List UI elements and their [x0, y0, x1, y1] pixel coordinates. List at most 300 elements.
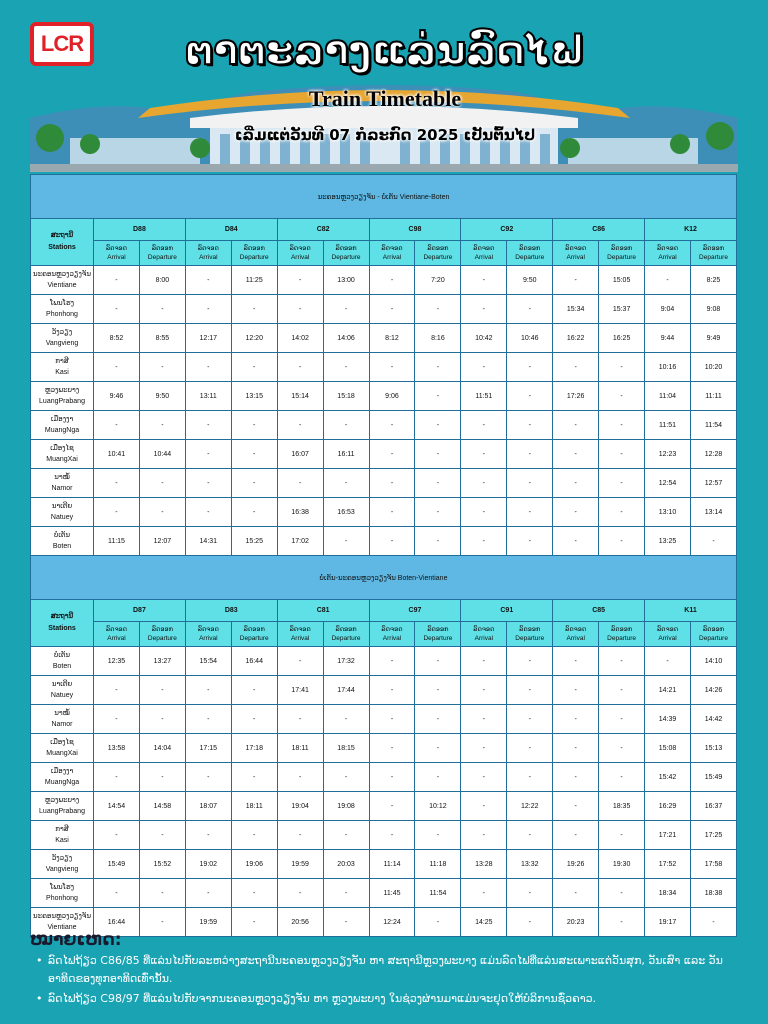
- departure-time: -: [599, 908, 645, 937]
- arrival-time: 19:02: [185, 850, 231, 879]
- arrival-time: 15:14: [277, 382, 323, 411]
- departure-time: -: [231, 295, 277, 324]
- arrival-departure-row: [31, 241, 737, 266]
- note-item: • ລົດໄຟຖ້ຽວ C86/85 ທີ່ແລ່ນໄປກັບລະຫວ່າງສະຖານີນະຄອນຫຼວງວຽງຈັນ ຫາ ສະຖານີຫຼວງພະບາງ ແມ່ນລົດໄຟທີ່ແລ່ນສະເພາະແຕ່ວັນສຸກ, ວັນເສົາ ແລະ ວັນອາທິດຂອງທຸກອາທິດເທົ່ານັ້ນ.: [30, 952, 737, 988]
- station-cell: [31, 734, 94, 763]
- arrival-time: -: [185, 469, 231, 498]
- departure-time: -: [690, 908, 736, 937]
- departure-time: -: [139, 295, 185, 324]
- arrival-time: -: [461, 879, 507, 908]
- arrival-time: -: [553, 647, 599, 676]
- table-row: [31, 295, 737, 324]
- arrival-time: -: [185, 411, 231, 440]
- table-row: [31, 353, 737, 382]
- table-row: [31, 382, 737, 411]
- arrival-time: 12:54: [645, 469, 691, 498]
- station-name-lao: ນາເຕີຍ: [51, 503, 73, 510]
- table-row: [31, 527, 737, 556]
- station-name-en: LuangPrabang: [39, 398, 85, 405]
- departure-time: -: [139, 676, 185, 705]
- departure-time: 10:20: [690, 353, 736, 382]
- station-cell: [31, 411, 94, 440]
- arrival-time: -: [645, 647, 691, 676]
- arrival-time: -: [277, 879, 323, 908]
- station-cell: [31, 382, 94, 411]
- departure-label-lao: ລົດອອກ: [611, 245, 633, 252]
- table-row: [31, 411, 737, 440]
- arrival-label-lao: ລົດຈອດ: [197, 245, 219, 252]
- arrival-header: [461, 241, 507, 266]
- departure-time: 14:10: [690, 647, 736, 676]
- station-name-lao: ຫຼວງພະບາງ: [44, 387, 80, 394]
- arrival-time: -: [277, 295, 323, 324]
- arrival-time: -: [277, 821, 323, 850]
- arrival-time: 9:44: [645, 324, 691, 353]
- departure-time: 15:13: [690, 734, 736, 763]
- departure-time: 12:07: [139, 527, 185, 556]
- station-name-lao: ວັງວຽງ: [51, 855, 73, 862]
- arrival-time: -: [369, 821, 415, 850]
- arrival-time: 10:41: [94, 440, 140, 469]
- arrival-time: 14:02: [277, 324, 323, 353]
- arrival-time: -: [185, 498, 231, 527]
- stations-label-en: Stations: [48, 625, 76, 632]
- arrival-label-en: Arrival: [290, 635, 310, 642]
- departure-time: -: [415, 527, 461, 556]
- departure-header: [507, 622, 553, 647]
- arrival-label-lao: ລົດຈອດ: [289, 245, 311, 252]
- departure-time: 7:20: [415, 266, 461, 295]
- arrival-time: 14:39: [645, 705, 691, 734]
- table-row: [31, 734, 737, 763]
- arrival-time: 15:42: [645, 763, 691, 792]
- station-cell: [31, 353, 94, 382]
- departure-header: [507, 241, 553, 266]
- departure-time: -: [231, 879, 277, 908]
- departure-time: 13:32: [507, 850, 553, 879]
- departure-time: -: [415, 440, 461, 469]
- arrival-time: -: [461, 353, 507, 382]
- station-name-en: MuangXai: [46, 456, 78, 463]
- station-name-lao: ບໍ່ເຕັນ: [53, 532, 71, 539]
- departure-time: 16:25: [599, 324, 645, 353]
- train-number: D87: [94, 600, 186, 622]
- station-name-lao: ກາສີ: [55, 826, 69, 833]
- arrival-time: -: [461, 266, 507, 295]
- title-english: Train Timetable: [308, 86, 462, 111]
- departure-time: -: [415, 647, 461, 676]
- departure-time: 18:15: [323, 734, 369, 763]
- arrival-time: -: [369, 353, 415, 382]
- departure-time: -: [139, 763, 185, 792]
- departure-label-en: Departure: [423, 635, 453, 642]
- station-name-lao: ນະຄອນຫຼວງວຽງຈັນ: [33, 913, 91, 920]
- departure-time: -: [599, 676, 645, 705]
- departure-time: 11:54: [415, 879, 461, 908]
- arrival-time: -: [553, 792, 599, 821]
- table-row: [31, 440, 737, 469]
- departure-time: 10:12: [415, 792, 461, 821]
- station-cell: [31, 705, 94, 734]
- departure-time: -: [415, 498, 461, 527]
- arrival-label-lao: ລົດຈອດ: [656, 626, 679, 633]
- section-header-row: [31, 556, 737, 600]
- arrival-time: -: [185, 353, 231, 382]
- departure-time: -: [323, 705, 369, 734]
- departure-time: -: [599, 440, 645, 469]
- departure-header: [415, 241, 461, 266]
- station-cell: [31, 850, 94, 879]
- arrival-label-en: Arrival: [290, 254, 310, 261]
- arrival-time: -: [277, 266, 323, 295]
- arrival-time: -: [94, 705, 140, 734]
- arrival-time: 16:38: [277, 498, 323, 527]
- arrival-label-lao: ລົດຈອດ: [381, 626, 403, 633]
- station-cell: [31, 440, 94, 469]
- departure-time: 13:27: [139, 647, 185, 676]
- departure-time: 14:26: [690, 676, 736, 705]
- station-name-en: MuangNga: [44, 427, 80, 434]
- arrival-time: -: [369, 676, 415, 705]
- arrival-time: -: [369, 266, 415, 295]
- arrival-time: -: [553, 705, 599, 734]
- train-number: K12: [645, 219, 737, 241]
- departure-time: 9:50: [507, 266, 553, 295]
- arrival-time: -: [94, 295, 140, 324]
- departure-time: 10:44: [139, 440, 185, 469]
- train-number: C82: [277, 219, 369, 241]
- arrival-time: 17:15: [185, 734, 231, 763]
- departure-header: [415, 622, 461, 647]
- departure-label-lao: ລົດອອກ: [611, 626, 633, 633]
- departure-time: 8:55: [139, 324, 185, 353]
- station-name-lao: ນາໝໍ້: [54, 474, 70, 481]
- arrival-time: -: [553, 763, 599, 792]
- section-title: [31, 175, 737, 219]
- station-cell: [31, 295, 94, 324]
- departure-time: 20:03: [323, 850, 369, 879]
- arrival-time: 18:07: [185, 792, 231, 821]
- departure-time: -: [415, 763, 461, 792]
- departure-header: [690, 622, 736, 647]
- departure-time: -: [599, 879, 645, 908]
- departure-time: -: [599, 763, 645, 792]
- arrival-time: -: [461, 676, 507, 705]
- departure-label-lao: ລົດອອກ: [702, 626, 725, 633]
- departure-time: 9:50: [139, 382, 185, 411]
- departure-time: 17:25: [690, 821, 736, 850]
- departure-time: 19:08: [323, 792, 369, 821]
- departure-header: [599, 241, 645, 266]
- departure-time: 15:37: [599, 295, 645, 324]
- departure-label-lao: ລົດອອກ: [335, 245, 357, 252]
- arrival-time: -: [553, 469, 599, 498]
- station-cell: [31, 527, 94, 556]
- table-row: [31, 324, 737, 353]
- departure-label-en: Departure: [239, 254, 269, 261]
- station-name-en: Phonhong: [46, 311, 78, 318]
- departure-time: -: [139, 908, 185, 937]
- arrival-time: -: [461, 763, 507, 792]
- station-cell: [31, 821, 94, 850]
- station-name-en: Vangvieng: [45, 340, 79, 347]
- departure-time: -: [507, 382, 553, 411]
- departure-time: -: [415, 295, 461, 324]
- departure-time: -: [507, 705, 553, 734]
- arrival-time: 12:23: [645, 440, 691, 469]
- arrival-time: -: [369, 411, 415, 440]
- arrival-time: 16:44: [94, 908, 140, 937]
- stations-label-en: Stations: [48, 244, 76, 251]
- arrival-time: -: [185, 266, 231, 295]
- arrival-label-en: Arrival: [474, 635, 494, 642]
- departure-time: -: [507, 353, 553, 382]
- notes-section: [30, 930, 737, 1008]
- departure-label-en: Departure: [515, 635, 545, 642]
- departure-label-lao: ລົດອອກ: [151, 626, 173, 633]
- departure-label-lao: ລົດອອກ: [702, 245, 725, 252]
- departure-time: 12:20: [231, 324, 277, 353]
- arrival-time: -: [461, 498, 507, 527]
- arrival-time: -: [369, 527, 415, 556]
- arrival-time: -: [369, 647, 415, 676]
- station-name-lao: ເມືອງໄຊ: [50, 445, 74, 452]
- departure-time: 13:14: [690, 498, 736, 527]
- arrival-label-lao: ລົດຈອດ: [565, 626, 587, 633]
- table-row: [31, 266, 737, 295]
- arrival-time: 15:34: [553, 295, 599, 324]
- train-number: C85: [553, 600, 645, 622]
- arrival-time: 11:51: [645, 411, 691, 440]
- arrival-time: -: [553, 498, 599, 527]
- departure-time: -: [231, 821, 277, 850]
- arrival-time: 13:11: [185, 382, 231, 411]
- arrival-time: -: [94, 821, 140, 850]
- arrival-time: 14:21: [645, 676, 691, 705]
- station-name-lao: ໂພນໂຮງ: [49, 884, 75, 891]
- arrival-label-lao: ລົດຈອດ: [565, 245, 587, 252]
- departure-time: -: [231, 411, 277, 440]
- stations-header: [31, 600, 94, 647]
- departure-time: -: [507, 527, 553, 556]
- departure-time: -: [139, 705, 185, 734]
- arrival-time: 12:17: [185, 324, 231, 353]
- arrival-time: -: [553, 879, 599, 908]
- note-item: • ລົດໄຟຖ້ຽວ C98/97 ທີ່ແລ່ນໄປກັບຈາກນະຄອນຫຼວງວຽງຈັນ ຫາ ຫຼວງພະບາງ ໃນຊ່ວງຜ່ານມາແມ່ນຈະຢຸດໃຫ້ບໍລິການຊົ່ວຄາວ.: [30, 990, 737, 1008]
- table-row: [31, 647, 737, 676]
- departure-time: 11:25: [231, 266, 277, 295]
- departure-time: -: [139, 821, 185, 850]
- arrival-time: 17:21: [645, 821, 691, 850]
- table-row: [31, 705, 737, 734]
- arrival-label-lao: ລົດຈອດ: [656, 245, 679, 252]
- arrival-time: -: [94, 353, 140, 382]
- departure-time: -: [231, 469, 277, 498]
- departure-time: -: [507, 908, 553, 937]
- station-name-en: MuangXai: [46, 750, 78, 757]
- station-name-lao: ຫຼວງພະບາງ: [44, 797, 80, 804]
- arrival-time: -: [185, 705, 231, 734]
- station-cell: [31, 647, 94, 676]
- departure-header: [690, 241, 736, 266]
- section-title-text: ບໍ່ເຕັນ-ນະຄອນຫຼວງວຽງຈັນ Boten-Vientiane: [319, 574, 448, 582]
- arrival-time: -: [461, 705, 507, 734]
- train-number: C92: [461, 219, 553, 241]
- section-header-row: [31, 175, 737, 219]
- arrival-time: 18:11: [277, 734, 323, 763]
- departure-time: 18:11: [231, 792, 277, 821]
- header-banner: [0, 0, 768, 172]
- station-name-lao: ວັງວຽງ: [51, 329, 73, 336]
- arrival-label-en: Arrival: [658, 635, 677, 642]
- departure-time: -: [507, 676, 553, 705]
- departure-label-en: Departure: [147, 635, 177, 642]
- departure-time: -: [599, 353, 645, 382]
- arrival-label-en: Arrival: [107, 635, 126, 642]
- arrival-header: [553, 241, 599, 266]
- arrival-time: 19:59: [185, 908, 231, 937]
- station-cell: [31, 763, 94, 792]
- arrival-time: 9:06: [369, 382, 415, 411]
- arrival-time: 18:34: [645, 879, 691, 908]
- departure-time: -: [415, 821, 461, 850]
- departure-time: -: [507, 440, 553, 469]
- arrival-time: -: [461, 734, 507, 763]
- title-lao: ຕາຕະລາງແລ່ນລົດໄຟ: [185, 28, 585, 74]
- table-row: [31, 792, 737, 821]
- arrival-time: -: [369, 792, 415, 821]
- departure-label-en: Departure: [331, 635, 361, 642]
- table-row: [31, 879, 737, 908]
- table-row: [31, 821, 737, 850]
- departure-time: -: [507, 295, 553, 324]
- departure-time: -: [507, 879, 553, 908]
- station-name-en: Vangvieng: [45, 866, 79, 873]
- departure-time: -: [323, 353, 369, 382]
- arrival-time: -: [553, 411, 599, 440]
- departure-time: -: [231, 440, 277, 469]
- departure-time: -: [415, 705, 461, 734]
- stations-label-lao: ສະຖານີ: [50, 613, 74, 620]
- departure-time: -: [599, 498, 645, 527]
- arrival-time: -: [94, 763, 140, 792]
- arrival-time: -: [461, 527, 507, 556]
- arrival-time: -: [553, 734, 599, 763]
- arrival-time: -: [185, 440, 231, 469]
- arrival-time: 11:04: [645, 382, 691, 411]
- arrival-time: -: [461, 792, 507, 821]
- departure-time: 9:49: [690, 324, 736, 353]
- departure-time: 19:06: [231, 850, 277, 879]
- departure-label-en: Departure: [147, 254, 177, 261]
- arrival-time: 8:12: [369, 324, 415, 353]
- timetable: [30, 174, 737, 937]
- arrival-label-lao: ລົດຈອດ: [105, 626, 128, 633]
- departure-time: 17:44: [323, 676, 369, 705]
- arrival-time: 9:04: [645, 295, 691, 324]
- departure-time: -: [323, 763, 369, 792]
- arrival-label-en: Arrival: [566, 254, 585, 261]
- arrival-time: -: [369, 440, 415, 469]
- arrival-time: 9:46: [94, 382, 140, 411]
- train-number-row: [31, 219, 737, 241]
- section-title: [31, 556, 737, 600]
- arrival-time: -: [277, 763, 323, 792]
- station-cell: [31, 469, 94, 498]
- station-cell: [31, 879, 94, 908]
- departure-time: 14:04: [139, 734, 185, 763]
- station-cell: [31, 676, 94, 705]
- departure-time: -: [231, 353, 277, 382]
- departure-time: 15:05: [599, 266, 645, 295]
- arrival-time: -: [94, 676, 140, 705]
- arrival-time: 16:22: [553, 324, 599, 353]
- arrival-time: 13:25: [645, 527, 691, 556]
- departure-time: -: [415, 469, 461, 498]
- arrival-header: [94, 622, 140, 647]
- departure-label-en: Departure: [699, 254, 728, 261]
- departure-time: 12:57: [690, 469, 736, 498]
- departure-label-lao: ລົດອອກ: [243, 626, 265, 633]
- arrival-header: [185, 622, 231, 647]
- arrival-time: 11:14: [369, 850, 415, 879]
- departure-time: -: [139, 353, 185, 382]
- departure-time: -: [415, 382, 461, 411]
- arrival-header: [369, 241, 415, 266]
- departure-time: 16:53: [323, 498, 369, 527]
- departure-header: [139, 241, 185, 266]
- departure-header: [231, 241, 277, 266]
- station-name-en: Boten: [52, 543, 72, 550]
- station-name-lao: ນາໝໍ້: [54, 710, 70, 717]
- arrival-time: 14:54: [94, 792, 140, 821]
- arrival-header: [369, 622, 415, 647]
- arrival-time: -: [553, 821, 599, 850]
- section-title-text: ນະຄອນຫຼວງວຽງຈັນ - ບໍ່ເຕັນ Vientiane-Boten: [317, 193, 450, 201]
- arrival-header: [277, 622, 323, 647]
- train-number: C81: [277, 600, 369, 622]
- departure-time: -: [690, 527, 736, 556]
- arrival-label-en: Arrival: [382, 254, 402, 261]
- departure-time: -: [599, 469, 645, 498]
- departure-time: 18:35: [599, 792, 645, 821]
- arrival-time: -: [553, 266, 599, 295]
- departure-time: -: [507, 821, 553, 850]
- departure-time: 13:15: [231, 382, 277, 411]
- arrival-time: 8:52: [94, 324, 140, 353]
- departure-time: -: [139, 411, 185, 440]
- arrival-label-en: Arrival: [382, 635, 402, 642]
- station-cell: [31, 266, 94, 295]
- arrival-time: 19:59: [277, 850, 323, 879]
- logo-text: LCR: [40, 31, 84, 56]
- departure-time: -: [323, 879, 369, 908]
- departure-label-en: Departure: [515, 254, 545, 261]
- station-name-en: Phonhong: [46, 895, 78, 902]
- station-cell: [31, 498, 94, 527]
- departure-label-en: Departure: [423, 254, 453, 261]
- departure-time: -: [415, 676, 461, 705]
- departure-time: -: [231, 763, 277, 792]
- departure-header: [139, 622, 185, 647]
- departure-time: 12:22: [507, 792, 553, 821]
- arrival-time: -: [185, 295, 231, 324]
- departure-time: 9:08: [690, 295, 736, 324]
- departure-time: -: [507, 763, 553, 792]
- arrival-label-en: Arrival: [199, 254, 218, 261]
- departure-time: 19:30: [599, 850, 645, 879]
- arrival-time: -: [461, 440, 507, 469]
